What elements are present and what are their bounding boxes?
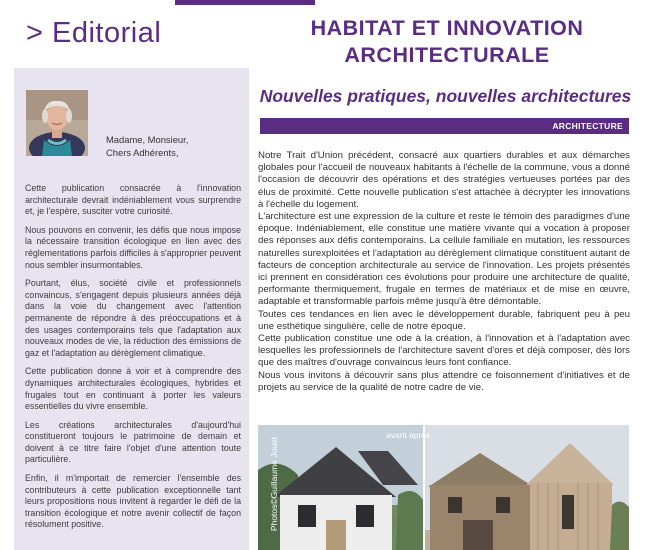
article-title-line: HABITAT ET INNOVATION: [310, 16, 584, 40]
photo-label-before: avant: [386, 430, 407, 440]
greeting-line: Madame, Monsieur,: [106, 134, 189, 145]
article-paragraph: Toutes ces tendances en lien avec le développement durable, fabriquent peu à peu une esthétique singulière, celle de notre époque.: [258, 308, 630, 332]
photo-label-after: après: [409, 430, 431, 440]
editorial-paragraph: Nous pouvons en convenir, les défis que nous impose la nécessaire transition écologique en lien avec des réglementations parfois difficiles à s'approprier peuvent nous sembler insurmontables.: [25, 224, 241, 270]
article-paragraph: Notre Trait d'Union précédent, consacré aux quartiers durables et aux démarches globales pour l'accueil de nouveaux habitants à l'échelle de la commune, vous a donné l'occasion de découvrir des opérations et des stratégies vertueuses portées par des élus de proximité. Cette nouvelle publication s'est attachée à décrypter les innovations à l'échelle du logement.: [258, 150, 630, 210]
editorial-paragraph: Enfin, il m'importait de remercier l'ensemble des contributeurs à cette publication exceptionnelle tant leurs propositions nous invitent à regarder le défi de la transition écologique et notre avenir collectif de façon résolument positive.: [25, 473, 241, 530]
article-paragraph: Cette publication constitue une ode à la création, à l'innovation et à l'adaptation avec lesquelles les professionnels de l'architecture savent d'ores et déjà composer, dès lors que des maîtres d'ouvrage convaincus leurs font confiance.: [258, 333, 630, 369]
editorial-paragraph: Cette publication donne à voir et à comprendre des dynamiques architecturales écologiques, hybrides et frugales tout en continuant à porter les valeurs essentielles du vivre ensemble.: [25, 366, 241, 412]
editorial-sidebar: [14, 68, 249, 550]
author-portrait: [26, 90, 88, 156]
before-after-photo: [258, 425, 629, 550]
section-title: > Editorial: [26, 17, 162, 49]
article-paragraph: L'architecture est une expression de la culture et reste le témoin des paradigmes d'une époque. Indéniablement, elle constitue une matière vivante qui a vocation à proposer des réponses aux défis contemporains. La cellule familiale en mutation, les ressources naturelles surexploitées et l'adaptation au dérèglement climatique constituent autant de facteurs de conception architecturale au service de l'innovation. Les projets présentés ici prennent en considération ces évolutions pour produire une architecture de qualité, performante thermiquement, frugale en termes de matériaux et de mise en œuvre, adaptable et transformable parfois même jusqu'à être démontable.: [258, 211, 630, 308]
article-body: [258, 150, 630, 394]
photo-credit: Photos©Guillaume Jouet: [269, 436, 279, 532]
greeting: [106, 134, 188, 159]
category-banner: [260, 118, 629, 134]
editorial-paragraph: Les créations architecturales d'aujourd'hui constitueront toujours le patrimoine de demain et doivent à ce titre faire l'objet d'une attention toute particulière.: [25, 419, 241, 465]
editorial-text: [25, 183, 241, 538]
article-paragraph: Nous vous invitons à découvrir sans plus attendre ce foisonnement d'initiatives et de projets au service de la qualité de notre cadre de vie.: [258, 369, 630, 393]
article-title-line: ARCHITECTURALE: [344, 43, 550, 67]
house-photo-illustration: [258, 425, 629, 550]
editorial-paragraph: Pourtant, élus, société civile et professionnels convaincus, s'engagent depuis plusieurs années déjà dans la voie du changement avec l'attention permanente de répondre à des préoccupations et à des usages contemporains tels que l'adaptation aux nouveaux modes de vie, la réduction des émissions de gaz et l'adaptation au dérèglement climatique.: [25, 278, 241, 358]
category-label: ARCHITECTURE: [552, 121, 623, 131]
article-subtitle: Nouvelles pratiques, nouvelles architectures: [259, 86, 632, 106]
top-accent-bar: [175, 0, 315, 5]
editorial-paragraph: Cette publication consacrée à l'innovation architecturale devrait indéniablement vous surprendre et, je l'espère, susciter votre curiosité.: [25, 183, 241, 217]
article-title: [262, 15, 632, 69]
greeting-line: Chers Adhérents,: [106, 146, 179, 158]
